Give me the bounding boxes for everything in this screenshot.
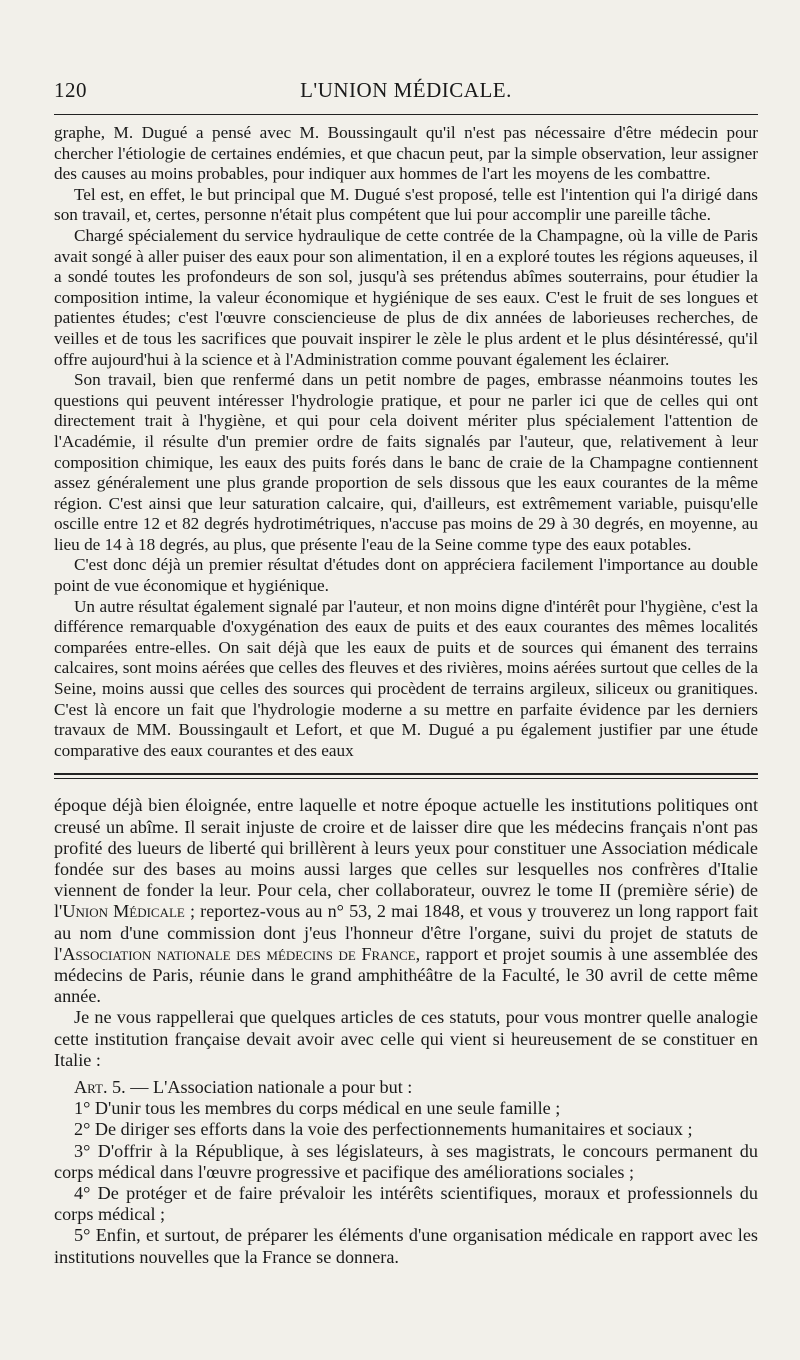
article-heading [54, 1077, 758, 1098]
list-item: 4° De protéger et de faire prévaloir les intérêts scientifiques, moraux et professionnels du corps médical ; [54, 1183, 758, 1225]
section-divider [54, 773, 758, 779]
list-item: 5° Enfin, et surtout, de préparer les éléments d'une organisation médicale en rapport avec les institutions nouvelles que la France se donnera. [54, 1225, 758, 1267]
paragraph: Tel est, en effet, le but principal que M. Dugué s'est proposé, telle est l'intention qui l'a dirigé dans son travail, et, certes, personne n'était plus compétent que lui pour accomplir une pareille tâche. [54, 184, 758, 225]
association-name-smallcaps: Association nationale des médecins de France [62, 943, 416, 964]
list-item: 1° D'unir tous les membres du corps médical en une seule famille ; [74, 1098, 561, 1119]
page-number: 120 [54, 78, 87, 102]
main-article [54, 123, 758, 761]
running-head [54, 78, 758, 106]
paragraph: Un autre résultat également signalé par l'auteur, et non moins digne d'intérêt pour l'hygiène, c'est la différence remarquable d'oxygénation des eaux de puits et des eaux courantes des mêmes localités comparées entre-elles. On sait déjà que les eaux de puits et de sources qui émanent des terrains calcaires, sont moins aérées que celles des fleuves et des rivières, moins aérées surtout que celles de la Seine, moins aussi que celles des sources qui procèdent de terrains argileux, siliceux ou granitiques. C'est là encore un fait que l'hydrologie moderne a su mettre en parfaite évidence par les derniers travaux de MM. Boussingault et Lefort, et que M. Dugué a pu également justifier par une étude comparative des eaux courantes et des eaux [54, 596, 758, 760]
journal-name-smallcaps: Union Médicale [62, 901, 185, 922]
text-run: époque déjà bien éloignée, entre laquelle et notre époque actuelle les institutions politiques ont creusé un abîme. Il serait injuste de croire et de laisser dire que les médecins français n'ont pas profité des lueurs de liberté qui brillèrent à leurs yeux pour constituer une Association médicale fondée sur des bases au moins aussi larges que celles sur lesquelles nos confrères d'Italie viennent de fonder la leur. Pour cela, cher collaborateur, ouvrez le tome II (première série) de l' [54, 795, 758, 922]
header-rule [54, 114, 758, 115]
paragraph: graphe, M. Dugué a pensé avec M. Boussingault qu'il n'est pas nécessaire d'être médecin pour chercher l'étiologie de certaines endémies, et que chacun peut, par la simple observation, leur assigner des causes au moins probables, pour indiquer aux hommes de l'art les moyens de les combattre. [54, 123, 758, 184]
text-run: , rapport et projet soumis à une assemblée des médecins de Paris, réunie dans le grand amphithéâtre de la Faculté, le 30 avril de cette même année. [54, 943, 758, 1007]
paragraph: Chargé spécialement du service hydraulique de cette contrée de la Champagne, où la ville de Paris avait songé à aller puiser des eaux pour son alimentation, il en a exploré toutes les régions aqueuses, il a sondé toutes les profondeurs de son sol, jusqu'à ses prétendus abîmes souterrains, pour étudier la composition intime, la valeur économique et hygiénique de ses eaux. C'est le fruit de ses longues et patientes études; c'est l'œuvre consciencieuse de plus de dix années de laborieuses recherches, de veilles et de tous les sacrifices que pouvait inspirer le zèle le plus ardent et le plus désintéressé, qu'il offre aujourd'hui à la science et à l'Administration comme pouvant également les éclairer. [54, 225, 758, 369]
paragraph: C'est donc déjà un premier résultat d'études dont on appréciera facilement l'importance au double point de vue économique et hygiénique. [54, 555, 758, 596]
article-text: — L'Association nationale a pour but : [125, 1077, 413, 1098]
article-label: Art. 5. [74, 1077, 126, 1098]
journal-title: L'UNION MÉDICALE. [300, 78, 512, 102]
paragraph [54, 795, 758, 1007]
paragraph: Je ne vous rappellerai que quelques articles de ces statuts, pour vous montrer quelle analogie cette institution française devait avoir avec celle qui vient si heureusement de se constituer en Italie : [54, 1007, 758, 1070]
list-item: 3° D'offrir à la République, à ses législateurs, à ses magistrats, le concours permanent du corps médical dans l'œuvre progressive et pacifique des améliorations sociales ; [54, 1140, 758, 1182]
text-run: ; reportez-vous au n° 53, 2 mai 1848, et vous y trouverez un long rapport fait au nom d'une commission dont j'eus l'honneur d'être l'organe, suivi du projet de statuts de l' [54, 901, 758, 964]
paragraph: Son travail, bien que renfermé dans un petit nombre de pages, embrasse néanmoins toutes les questions qui peuvent intéresser l'hydrologie pratique, et pour ne parler ici que de celles qui ont directement trait à l'hygiène, et qui pour cela doivent mériter plus spécialement l'attention de l'Académie, il résulte d'un premier ordre de faits signalés par l'auteur, que, relativement à leur composition chimique, les eaux des puits forés dans le banc de craie de la Champagne contiennent assez généralement une plus grande proportion de sels dissous que les eaux courantes de la même région. C'est ainsi que leur saturation calcaire, qui, d'ailleurs, est extrêmement variable, puisqu'elle oscille entre 12 et 82 degrés hydrotimétriques, n'accuse pas moins de 29 à 30 degrés, en moyenne, au lieu de 14 à 18 degrés, au plus, que présente l'eau de la Seine comme type des eaux potables. [54, 370, 758, 554]
list-item: 2° De diriger ses efforts dans la voie des perfectionnements humanitaires et sociaux ; [74, 1119, 693, 1140]
feuilleton [54, 795, 758, 1267]
